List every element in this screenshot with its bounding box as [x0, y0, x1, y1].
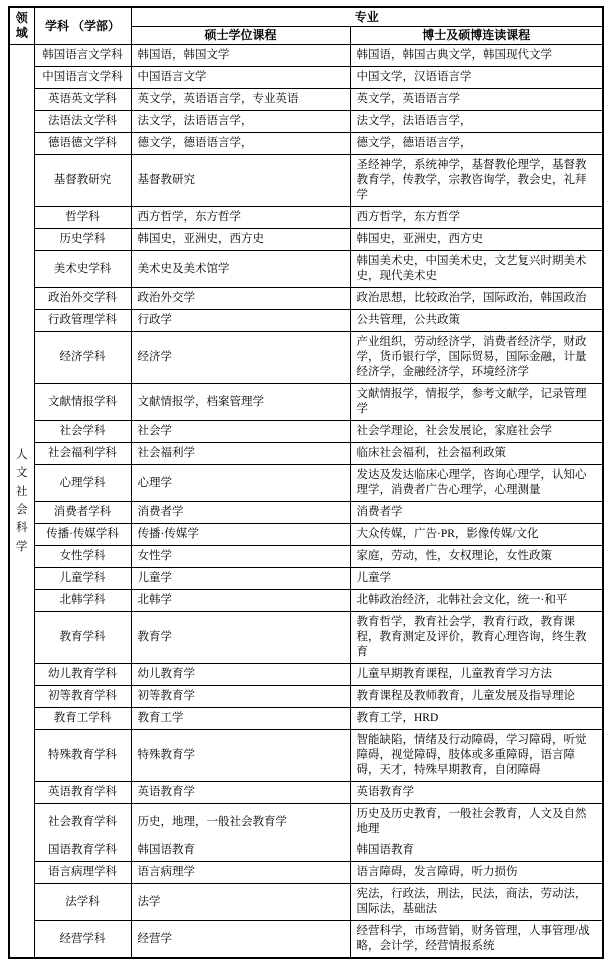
master-programs-cell: 北韩学	[131, 590, 350, 612]
table-row	[9, 730, 603, 782]
table-row	[9, 332, 603, 384]
master-programs-cell: 教育工学	[131, 708, 350, 730]
table-row	[9, 840, 603, 862]
table-row	[9, 664, 603, 686]
doctoral-programs-cell: 家庭，劳动，性，女权理论，女性政策	[350, 546, 603, 568]
department-cell: 教育学科	[34, 612, 131, 664]
department-cell: 中国语言文学科	[34, 67, 131, 89]
department-cell: 基督教研究	[34, 155, 131, 207]
doctoral-programs-cell: 教育工学，HRD	[350, 708, 603, 730]
department-cell: 文献情报学科	[34, 384, 131, 421]
header-master-programs: 硕士学位课程	[131, 27, 350, 45]
master-programs-cell: 法学	[131, 884, 350, 921]
master-programs-cell: 教育学	[131, 612, 350, 664]
department-cell: 传播·传媒学科	[34, 524, 131, 546]
doctoral-programs-cell: 儿童学	[350, 568, 603, 590]
master-programs-cell: 政治外交学	[131, 288, 350, 310]
department-cell: 法语法文学科	[34, 111, 131, 133]
department-cell: 初等教育学科	[34, 686, 131, 708]
table-row	[9, 546, 603, 568]
doctoral-programs-cell: 教育课程及教师教育，儿童发展及指导理论	[350, 686, 603, 708]
table-row	[9, 465, 603, 502]
master-programs-cell: 韩国史，亚洲史，西方史	[131, 229, 350, 251]
table-row	[9, 229, 603, 251]
doctoral-programs-cell: 儿童早期教育课程，儿童教育学习方法	[350, 664, 603, 686]
doctoral-programs-cell: 中国文学，汉语语言学	[350, 67, 603, 89]
doctoral-programs-cell: 韩国美术史，中国美术史，文艺复兴时期美术史，现代美术史	[350, 251, 603, 288]
master-programs-cell: 西方哲学，东方哲学	[131, 207, 350, 229]
department-cell: 幼儿教育学科	[34, 664, 131, 686]
table-row	[9, 251, 603, 288]
department-cell: 韩国语言文学科	[34, 45, 131, 67]
doctoral-programs-cell: 德文学，德语语言学，	[350, 133, 603, 155]
doctoral-programs-cell: 消费者学	[350, 502, 603, 524]
doctoral-programs-cell: 临床社会福利，社会福利政策	[350, 443, 603, 465]
master-programs-cell: 文献情报学，档案管理学	[131, 384, 350, 421]
table-row	[9, 782, 603, 804]
table-row	[9, 310, 603, 332]
department-cell: 女性学科	[34, 546, 131, 568]
doctoral-programs-cell: 教育哲学，教育社会学，教育行政，教育课程，教育测定及评价，教育心理咨询，终生教育	[350, 612, 603, 664]
department-cell: 社会学科	[34, 421, 131, 443]
field-domain-label: 人文社会科学	[16, 448, 28, 553]
department-cell: 消费者学科	[34, 502, 131, 524]
table-row	[9, 133, 603, 155]
doctoral-programs-cell: 韩国语教育	[350, 840, 603, 862]
table-row	[9, 524, 603, 546]
master-programs-cell: 英语教育学	[131, 782, 350, 804]
table-row	[9, 67, 603, 89]
department-cell: 法学科	[34, 884, 131, 921]
field-domain-cell	[9, 45, 34, 959]
master-programs-cell: 韩国语教育	[131, 840, 350, 862]
master-programs-cell: 行政学	[131, 310, 350, 332]
header-field-label: 领域	[15, 11, 28, 40]
master-programs-cell: 心理学	[131, 465, 350, 502]
department-cell: 历史学科	[34, 229, 131, 251]
department-cell: 行政管理学科	[34, 310, 131, 332]
doctoral-programs-cell: 经营科学，市场营销，财务管理，人事管理/战略，会计学，经营情报系统	[350, 921, 603, 959]
table-row	[9, 111, 603, 133]
master-programs-cell: 中国语言文学	[131, 67, 350, 89]
doctoral-programs-cell: 法文学，法语语言学，	[350, 111, 603, 133]
table-row	[9, 921, 603, 959]
department-cell: 社会福利学科	[34, 443, 131, 465]
department-cell: 社会教育学科	[34, 804, 131, 841]
header-major: 专业	[131, 7, 603, 27]
table-row	[9, 804, 603, 841]
table-header	[9, 7, 603, 45]
master-programs-cell: 儿童学	[131, 568, 350, 590]
department-cell: 英语教育学科	[34, 782, 131, 804]
department-cell: 国语教育学科	[34, 840, 131, 862]
master-programs-cell: 基督教研究	[131, 155, 350, 207]
master-programs-cell: 韩国语，韩国文学	[131, 45, 350, 67]
department-cell: 德语德文学科	[34, 133, 131, 155]
master-programs-cell: 社会福利学	[131, 443, 350, 465]
master-programs-cell: 美术史及美术馆学	[131, 251, 350, 288]
master-programs-cell: 法文学，法语语言学，	[131, 111, 350, 133]
department-cell: 教育工学科	[34, 708, 131, 730]
department-cell: 美术史学科	[34, 251, 131, 288]
doctoral-programs-cell: 韩国史，亚洲史，西方史	[350, 229, 603, 251]
table-row	[9, 443, 603, 465]
table-row	[9, 288, 603, 310]
program-table	[8, 6, 604, 959]
table-row	[9, 89, 603, 111]
master-programs-cell: 幼儿教育学	[131, 664, 350, 686]
table-row	[9, 155, 603, 207]
header-doctoral-programs: 博士及硕博连读课程	[350, 27, 603, 45]
doctoral-programs-cell: 社会学理论，社会发展论，家庭社会学	[350, 421, 603, 443]
table-row	[9, 686, 603, 708]
table-row	[9, 421, 603, 443]
department-cell: 儿童学科	[34, 568, 131, 590]
table-row	[9, 384, 603, 421]
master-programs-cell: 女性学	[131, 546, 350, 568]
doctoral-programs-cell: 英语教育学	[350, 782, 603, 804]
doctoral-programs-cell: 西方哲学，东方哲学	[350, 207, 603, 229]
table-row	[9, 708, 603, 730]
table-row	[9, 207, 603, 229]
department-cell: 经济学科	[34, 332, 131, 384]
table-row	[9, 568, 603, 590]
department-cell: 英语英文学科	[34, 89, 131, 111]
header-row-top	[9, 7, 603, 27]
table-row	[9, 502, 603, 524]
table-row	[9, 862, 603, 884]
master-programs-cell: 经营学	[131, 921, 350, 959]
doctoral-programs-cell: 产业组织，劳动经济学，消费者经济学，财政学，货币银行学，国际贸易，国际金融，计量经济学，金融经济学，环境经济学	[350, 332, 603, 384]
master-programs-cell: 德文学，德语语言学，	[131, 133, 350, 155]
doctoral-programs-cell: 文献情报学，情报学，参考文献学，记录管理学	[350, 384, 603, 421]
doctoral-programs-cell: 公共管理，公共政策	[350, 310, 603, 332]
master-programs-cell: 语言病理学	[131, 862, 350, 884]
doctoral-programs-cell: 韩国语，韩国古典文学，韩国现代文学	[350, 45, 603, 67]
doctoral-programs-cell: 圣经神学，系统神学，基督教伦理学，基督教教育学，传教学，宗教咨询学，教会史，礼拜学	[350, 155, 603, 207]
doctoral-programs-cell: 发达及发达临床心理学，咨询心理学，认知心理学，消费者广告心理学，心理测量	[350, 465, 603, 502]
doctoral-programs-cell: 政治思想，比较政治学，国际政治，韩国政治	[350, 288, 603, 310]
master-programs-cell: 初等教育学	[131, 686, 350, 708]
department-cell: 心理学科	[34, 465, 131, 502]
table-row	[9, 884, 603, 921]
master-programs-cell: 社会学	[131, 421, 350, 443]
master-programs-cell: 消费者学	[131, 502, 350, 524]
table-row	[9, 45, 603, 67]
department-cell: 政治外交学科	[34, 288, 131, 310]
table-row	[9, 590, 603, 612]
master-programs-cell: 特殊教育学	[131, 730, 350, 782]
doctoral-programs-cell: 大众传媒，广告·PR，影像传媒/文化	[350, 524, 603, 546]
header-department: 学科 （学部）	[34, 7, 131, 45]
doctoral-programs-cell: 语言障碍，发言障碍，听力损伤	[350, 862, 603, 884]
doctoral-programs-cell: 北韩政治经济，北韩社会文化，统一·和平	[350, 590, 603, 612]
master-programs-cell: 历史，地理，一般社会教育学	[131, 804, 350, 841]
table-row	[9, 612, 603, 664]
doctoral-programs-cell: 智能缺陷，情绪及行动障碍，学习障碍，听觉障碍，视觉障碍，肢体或多重障碍，语言障碍，天才，特殊早期教育，自闭障碍	[350, 730, 603, 782]
department-cell: 语言病理学科	[34, 862, 131, 884]
table-body	[9, 45, 603, 959]
department-cell: 特殊教育学科	[34, 730, 131, 782]
department-cell: 北韩学科	[34, 590, 131, 612]
doctoral-programs-cell: 英文学，英语语言学	[350, 89, 603, 111]
department-cell: 哲学科	[34, 207, 131, 229]
master-programs-cell: 传播·传媒学	[131, 524, 350, 546]
department-cell: 经营学科	[34, 921, 131, 959]
doctoral-programs-cell: 历史及历史教育，一般社会教育，人文及自然地理	[350, 804, 603, 841]
header-field	[9, 7, 34, 45]
doctoral-programs-cell: 宪法，行政法，刑法，民法，商法，劳动法，国际法，基础法	[350, 884, 603, 921]
master-programs-cell: 经济学	[131, 332, 350, 384]
master-programs-cell: 英文学，英语语言学，专业英语	[131, 89, 350, 111]
